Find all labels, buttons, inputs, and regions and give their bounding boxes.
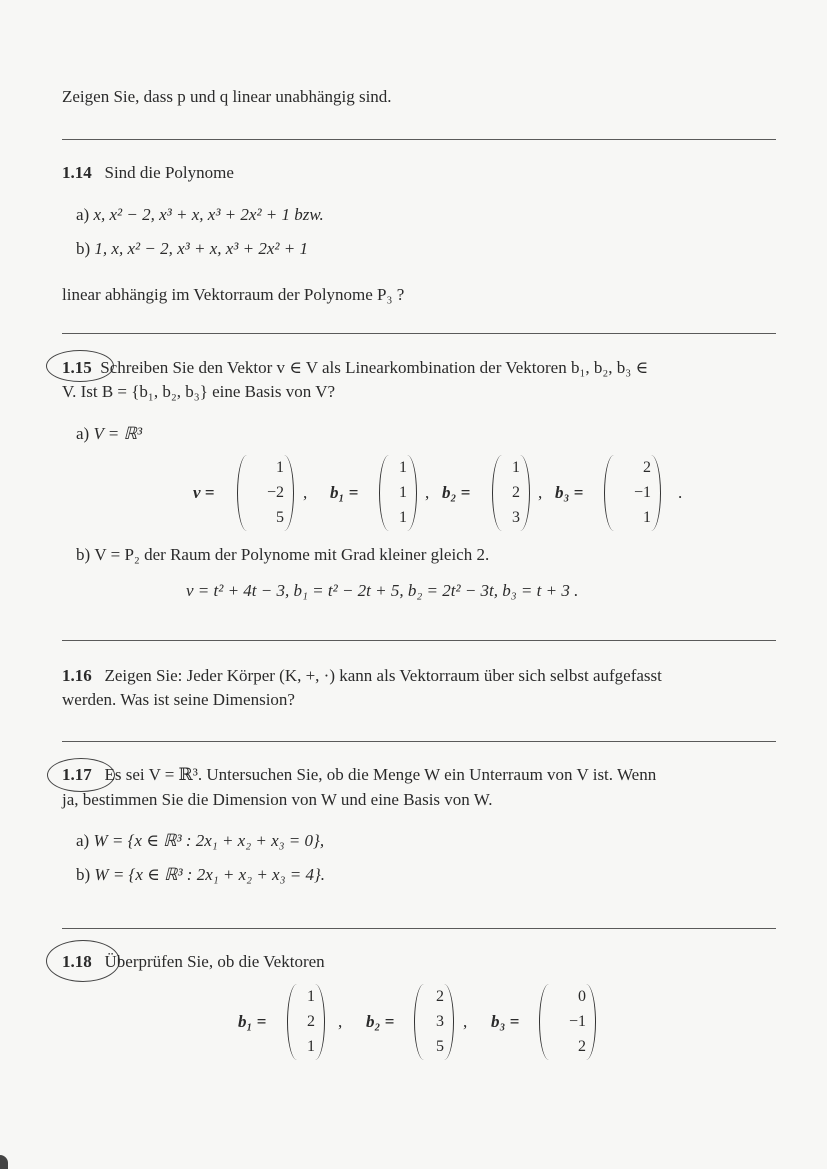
divider (62, 928, 776, 929)
divider (62, 741, 776, 742)
vector-entry: 5 (436, 1038, 444, 1055)
vector-entry: 1 (399, 484, 407, 501)
vector-entry: 1 (276, 459, 284, 476)
vector-entry: −1 (568, 1013, 586, 1030)
part-text: V = ℝ³ (93, 424, 143, 443)
exercise-1-15-part-b-equation: v = t² + 4t − 3, b₁ = t² − 2t + 5, b₂ = 2t² − 3t, b₃ = t + 3 . (186, 581, 579, 600)
exercise-1-14-closing: linear abhängig im Vektorraum der Polynome P₃ ? (62, 285, 405, 304)
part-label: b) (76, 239, 91, 258)
part-label: b) (76, 865, 91, 884)
part-label: a) (76, 424, 90, 443)
vector-entry: 1 (643, 509, 651, 526)
divider (62, 333, 776, 334)
vector-entry: 2 (512, 484, 520, 501)
exercise-1-17-line2: ja, bestimmen Sie die Dimension von W und eine Basis von W. (62, 790, 493, 809)
exercise-1-14-heading (62, 162, 234, 184)
part-text: W = {x ∈ ℝ³ : 2x₁ + x₂ + x₃ = 4}. (94, 865, 326, 884)
page-corner-shadow (0, 1155, 8, 1169)
intro-text: Zeigen Sie, dass p und q linear unabhängig sind. (62, 87, 392, 106)
vector-label: b₃ = (491, 1012, 520, 1031)
vector-entry: 3 (512, 509, 520, 526)
vector-entry: 1 (307, 988, 315, 1005)
vector-entry: 0 (578, 988, 586, 1005)
exercise-1-15-line2: V. Ist B = {b₁, b₂, b₃} eine Basis von V? (62, 382, 336, 401)
separator: , (538, 483, 543, 502)
vector-entry: 2 (436, 988, 444, 1005)
exercise-1-14-part-b (76, 238, 308, 260)
exercise-1-16-heading (62, 665, 662, 687)
vector-entry: 1 (307, 1038, 315, 1055)
column-vector-b3 (604, 455, 661, 531)
vector-entry: 5 (276, 509, 284, 526)
exercise-number: 1.16 (62, 666, 92, 685)
vector-entry: 1 (399, 459, 407, 476)
exercise-1-14-part-a (76, 204, 324, 226)
part-text: x, x² − 2, x³ + x, x³ + 2x² + 1 bzw. (93, 205, 324, 224)
column-vector-v (237, 455, 294, 531)
separator: , (425, 483, 430, 502)
exercise-1-18-heading (62, 951, 325, 973)
part-label: b) (76, 545, 91, 564)
part-text: W = {x ∈ ℝ³ : 2x₁ + x₂ + x₃ = 0}, (93, 831, 325, 850)
column-vector-b2 (492, 455, 530, 531)
vector-label: b₂ = (366, 1012, 395, 1031)
vector-entry: 2 (578, 1038, 586, 1055)
exercise-1-15-heading (62, 357, 648, 379)
vector-entry: 1 (399, 509, 407, 526)
separator: , (338, 1012, 343, 1031)
exercise-text: Zeigen Sie: Jeder Körper (K, +, ·) kann als Vektorraum über sich selbst aufgefasst (104, 666, 662, 685)
vector-label: v = (193, 483, 215, 502)
exercise-1-15-part-b (76, 544, 489, 566)
vector-entry: 2 (643, 459, 651, 476)
exercise-1-17-heading (62, 764, 656, 786)
vector-equation-1-15 (0, 455, 827, 533)
vector-entry: 2 (307, 1013, 315, 1030)
exercise-number: 1.15 (62, 358, 92, 377)
column-vector-b3 (539, 984, 596, 1060)
vector-entry: −1 (633, 484, 651, 501)
part-text: V = P₂ der Raum der Polynome mit Grad kleiner gleich 2. (94, 545, 490, 564)
exercise-text: Überprüfen Sie, ob die Vektoren (104, 952, 325, 971)
exercise-text: Schreiben Sie den Vektor v ∈ V als Linearkombination der Vektoren b₁, b₂, b₃ ∈ (100, 358, 649, 377)
part-label: a) (76, 831, 90, 850)
separator: , (303, 483, 308, 502)
vector-label: b₃ = (555, 483, 584, 502)
exercise-text: Es sei V = ℝ³. Untersuchen Sie, ob die Menge W ein Unterraum von V ist. Wenn (104, 765, 657, 784)
vector-label: b₁ = (330, 483, 359, 502)
exercise-1-15-part-a (76, 423, 142, 445)
exercise-number: 1.18 (62, 952, 92, 971)
column-vector-b1 (287, 984, 325, 1060)
exercise-1-17-part-a (76, 830, 324, 852)
exercise-1-16-line2: werden. Was ist seine Dimension? (62, 690, 295, 709)
exercise-text: Sind die Polynome (104, 163, 234, 182)
column-vector-b2 (414, 984, 454, 1060)
vector-entry: −2 (266, 484, 284, 501)
part-label: a) (76, 205, 90, 224)
vector-equation-1-18 (0, 984, 827, 1062)
column-vector-b1 (379, 455, 417, 531)
part-text: 1, x, x² − 2, x³ + x, x³ + 2x² + 1 (94, 239, 308, 258)
vector-entry: 3 (436, 1013, 444, 1030)
vector-label: b₂ = (442, 483, 471, 502)
exercise-number: 1.14 (62, 163, 92, 182)
vector-label: b₁ = (238, 1012, 267, 1031)
separator: . (678, 483, 683, 502)
divider (62, 640, 776, 641)
separator: , (463, 1012, 468, 1031)
divider (62, 139, 776, 140)
vector-entry: 1 (512, 459, 520, 476)
exercise-1-17-part-b (76, 864, 325, 886)
exercise-number: 1.17 (62, 765, 92, 784)
